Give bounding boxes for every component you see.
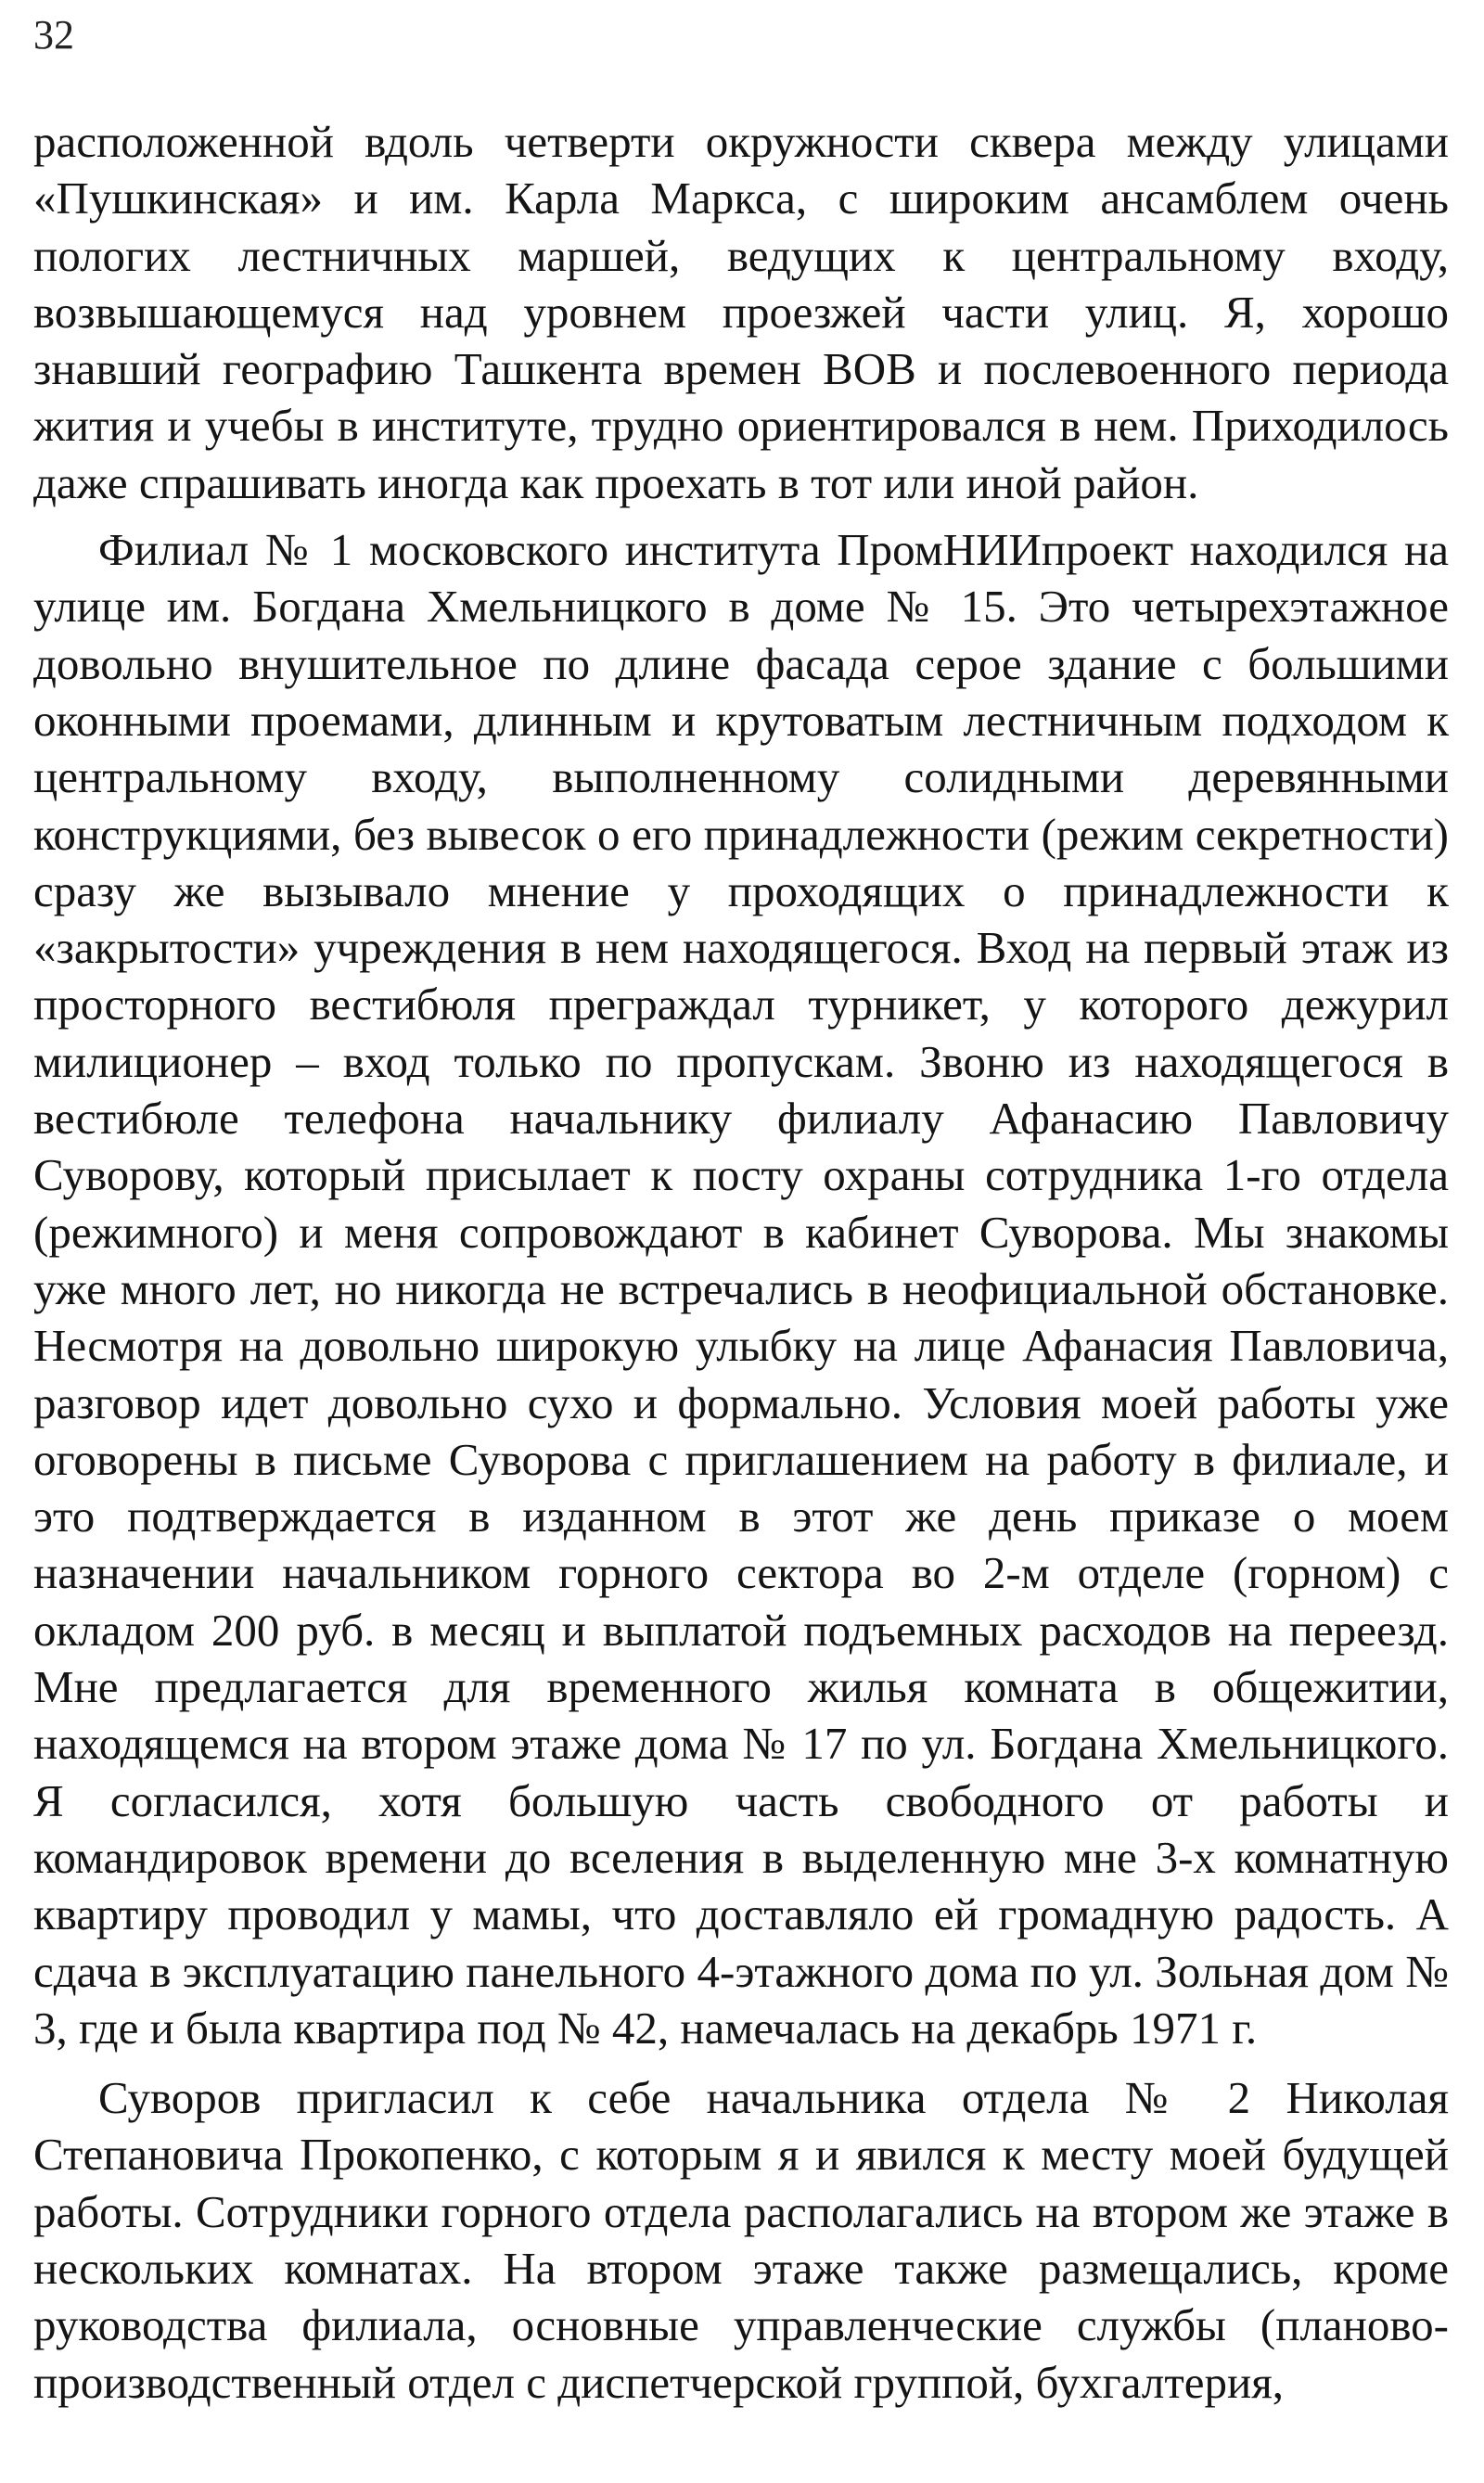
page-number: 32 <box>33 12 74 58</box>
paragraph-2: Филиал № 1 московского института ПромНИИпроект находился на улице им. Богдана Хмельницкого в доме № 15. Это четырехэтажное довольно внушительное по длине фасада серое здание с большими оконными проемами, длинным и крутоватым лестничным подходом к центральному входу, выполненному солидными деревянными конструкциями, без вывесок о его принадлежности (режим секретности) сразу же вызывало мнение у проходящих о принадлежности к «закрытости» учреждения в нем находящегося. Вход на первый этаж из просторного вестибюля преграждал турникет, у которого дежурил милиционер – вход только по пропускам. Звоню из находящегося в вестибюле телефона начальнику филиалу Афанасию Павловичу Суворову, который присылает к посту охраны сотрудника 1-го отдела (режимного) и меня сопровождают в кабинет Суворова. Мы знакомы уже много лет, но никогда не встречались в неофициальной обстановке. Несмотря на довольно широкую улыбку на лице Афанасия Павловича, разговор идет довольно сухо и формально. Условия моей работы уже оговорены в письме Суворова с приглашением на работу в филиале, и это подтверждается в изданном в этот же день приказе о моем назначении начальником горного сектора во 2-м отделе (горном) с окладом 200 руб. в месяц и выплатой подъемных расходов на переезд. Мне предлагается для временного жилья комната в общежитии, находящемся на втором этаже дома № 17 по ул. Богдана Хмельницкого. Я согласился, хотя большую часть свободного от работы и командировок времени до вселения в выделенную мне 3-х комнатную квартиру проводил у мамы, что доставляло ей громадную радость. А сдача в эксплуатацию панельного 4-этажного дома по ул. Зольная дом № 3, где и была квартира под № 42, намечалась на декабрь 1971 г. <box>33 524 1449 2054</box>
page-body <box>33 113 1449 2411</box>
paragraph-3: Суворов пригласил к себе начальника отдела № 2 Николая Степановича Прокопенко, с которым я и явился к месту моей будущей работы. Сотрудники горного отдела располагались на втором же этаже в нескольких комнатах. На втором этаже также размещались, кроме руководства филиала, основные управленческие службы (планово-производственный отдел с диспетчерской группой, бухгалтерия, <box>33 2072 1449 2408</box>
paragraph-1: расположенной вдоль четверти окружности сквера между улицами «Пушкинская» и им. Карла Маркса, с широким ансамблем очень пологих лестничных маршей, ведущих к центральному входу, возвышающемуся над уровнем проезжей части улиц. Я, хорошо знавший географию Ташкента времен ВОВ и послевоенного периода жития и учебы в институте, трудно ориентировался в нем. Приходилось даже спрашивать иногда как проехать в тот или иной район. <box>33 116 1449 508</box>
